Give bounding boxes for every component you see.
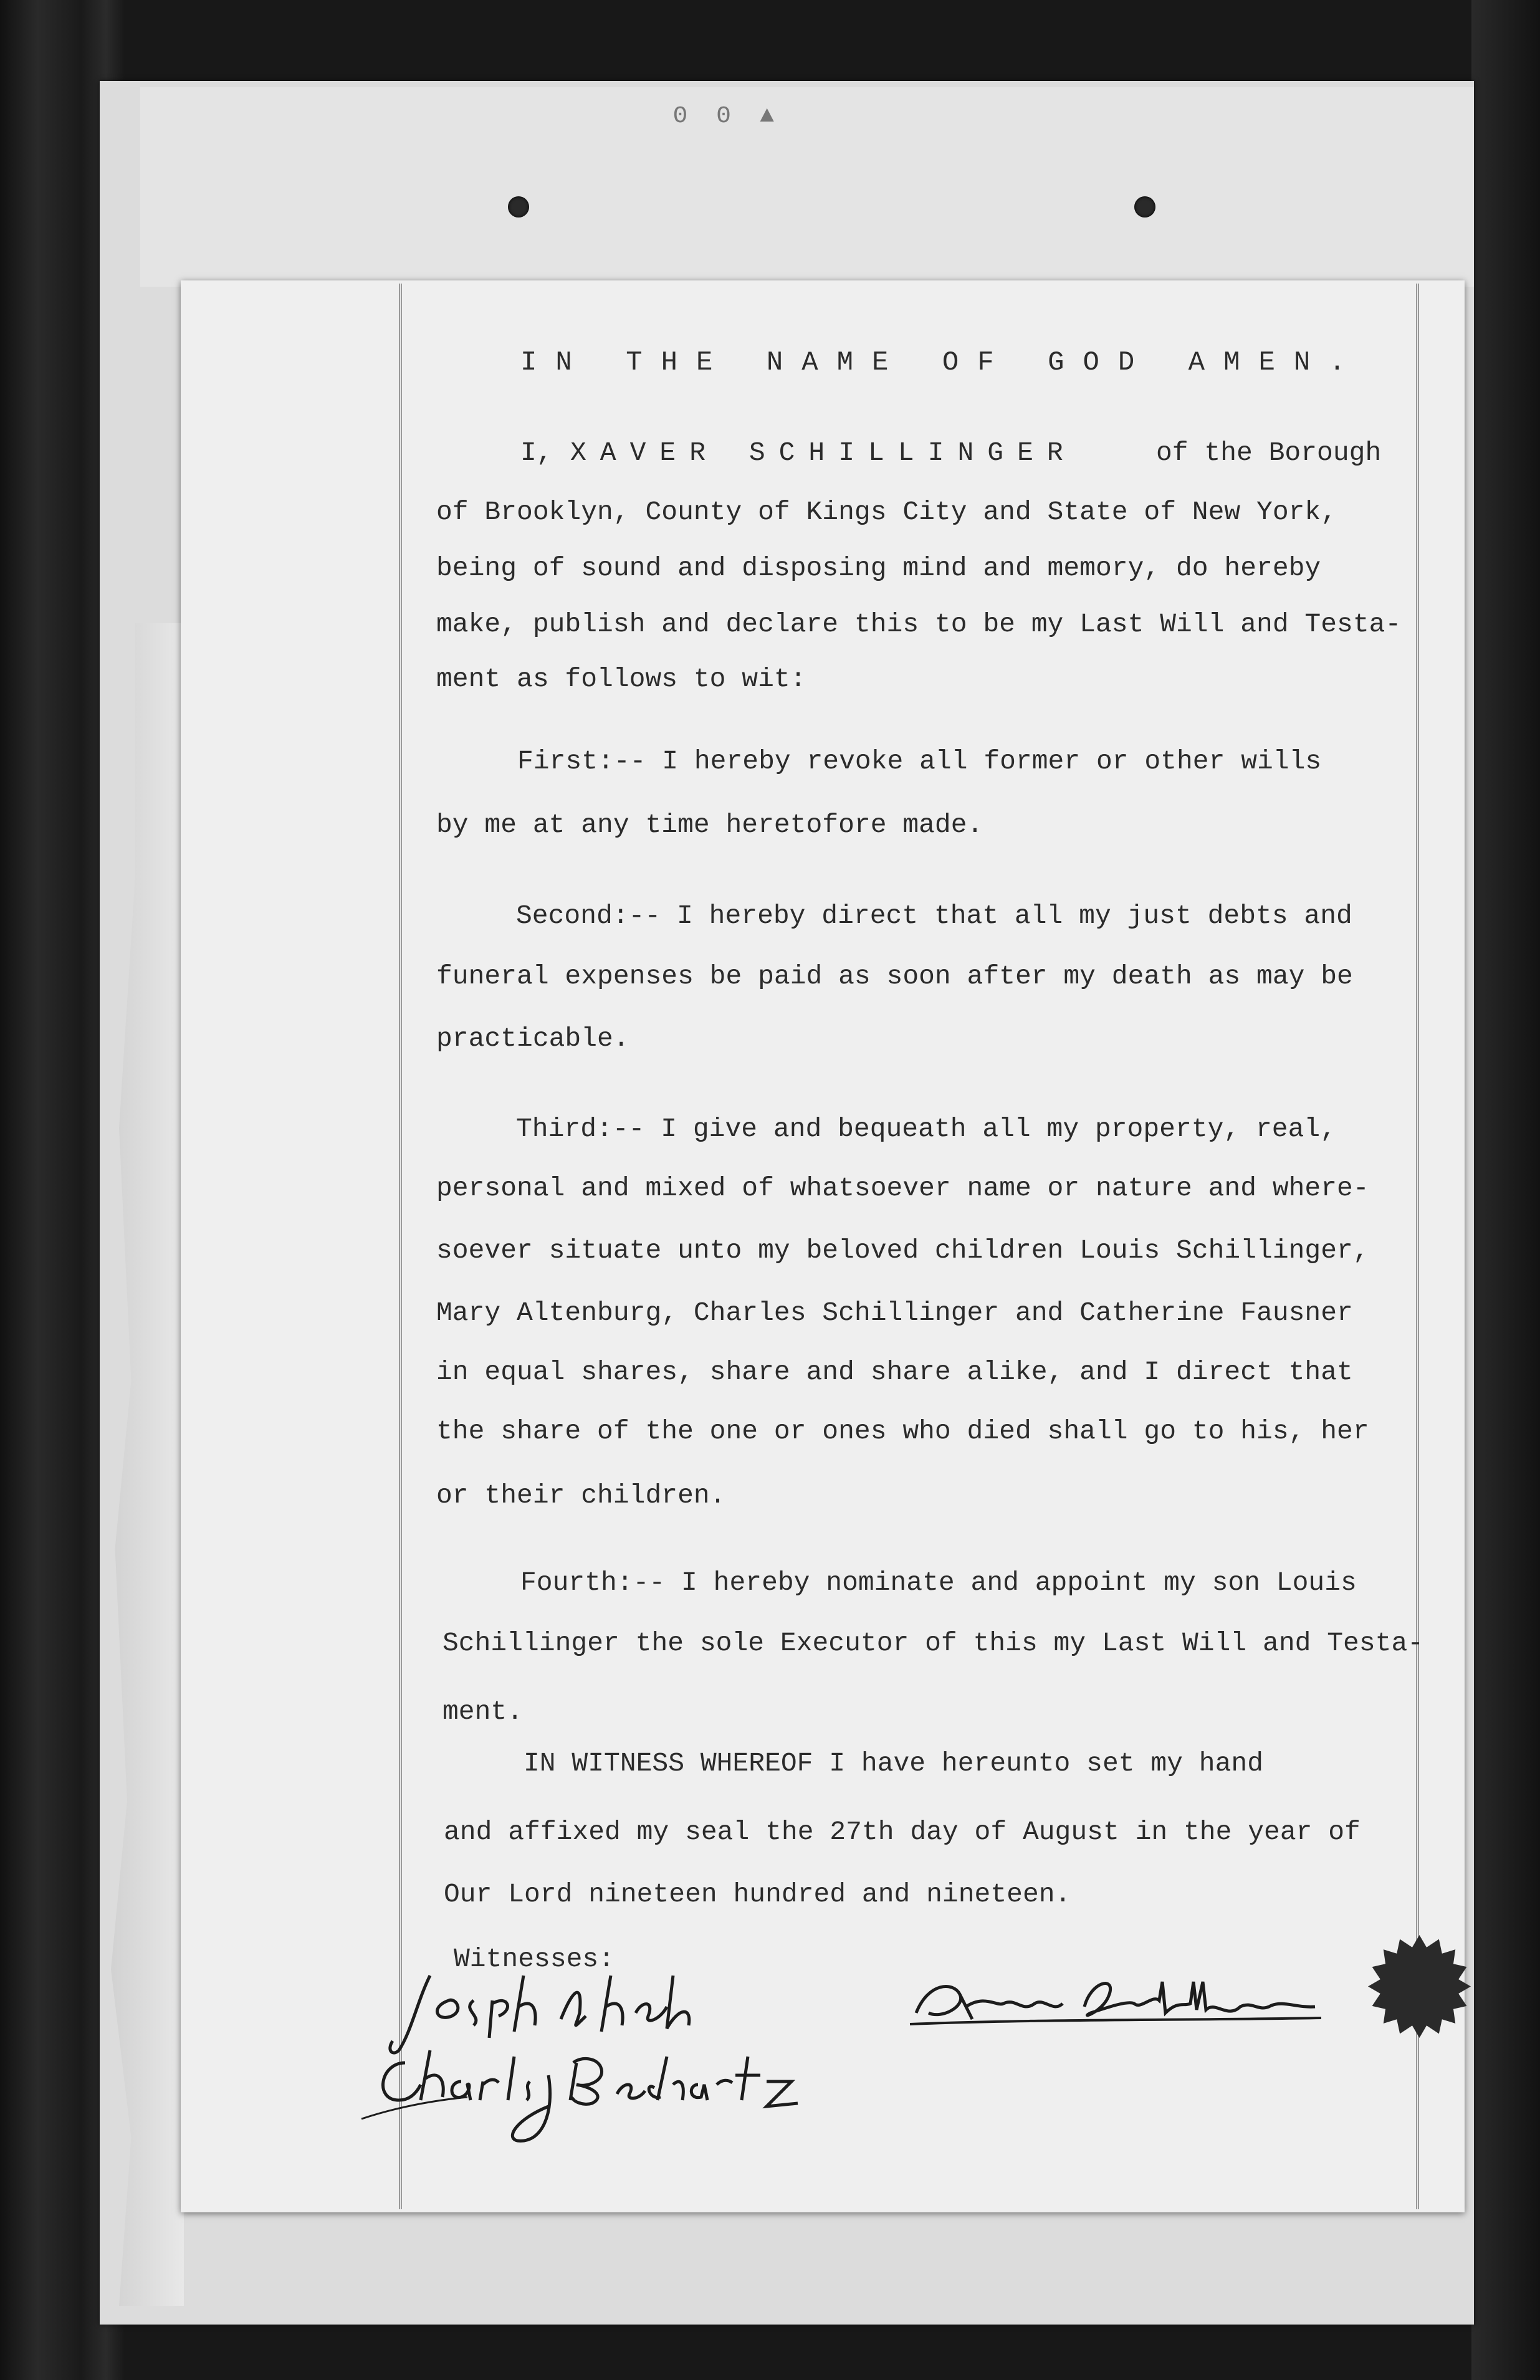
witness-clause-line2: and affixed my seal the 27th day of August in the year of xyxy=(444,1817,1361,1847)
document-heading: IN THE NAME OF GOD AMEN. xyxy=(520,347,1364,378)
opening-lead: I, xyxy=(520,437,553,468)
binder-edge xyxy=(1471,0,1540,2380)
opening-line5: ment as follows to wit: xyxy=(436,664,806,694)
fourth-clause-line3: ment. xyxy=(442,1696,524,1727)
second-clause-line2: funeral expenses be paid as soon after my death as may be xyxy=(436,961,1353,992)
opening-line4: make, publish and declare this to be my Last Will and Testa- xyxy=(436,609,1402,639)
opening-line2: of Brooklyn, County of Kings City and State of New York, xyxy=(436,497,1337,527)
witness-clause-line3: Our Lord nineteen hundred and nineteen. xyxy=(444,1879,1071,1909)
testator-name: XAVER SCHILLINGER xyxy=(570,437,1077,468)
third-clause-line7: or their children. xyxy=(436,1480,726,1511)
third-clause-line5: in equal shares, share and share alike, and I direct that xyxy=(436,1357,1353,1387)
first-clause-line1: First:-- I hereby revoke all former or other wills xyxy=(517,746,1322,777)
fourth-clause-line2: Schillinger the sole Executor of this my Last Will and Testa- xyxy=(442,1628,1424,1658)
left-margin-rule xyxy=(399,284,402,2209)
first-clause-line2: by me at any time heretofore made. xyxy=(436,810,983,840)
third-clause-line6: the share of the one or ones who died shall go to his, her xyxy=(436,1416,1369,1446)
opening-line1-rest: of the Borough xyxy=(1156,437,1382,468)
second-clause-line1: Second:-- I hereby direct that all my just debts and xyxy=(516,901,1352,931)
witness2-signature xyxy=(361,2038,823,2150)
third-clause-line1: Third:-- I give and bequeath all my property, real, xyxy=(516,1114,1337,1144)
punch-hole-left xyxy=(508,196,529,217)
punch-hole-right xyxy=(1134,196,1155,217)
testator-signature xyxy=(904,1969,1327,2038)
strip-marks: ʘ ʘ ▲ xyxy=(673,103,782,130)
witness-clause-line1: IN WITNESS WHEREOF I have hereunto set my hand xyxy=(524,1748,1263,1779)
third-clause-line4: Mary Altenburg, Charles Schillinger and Catherine Fausner xyxy=(436,1298,1353,1328)
right-margin-rule xyxy=(1416,284,1419,2209)
fourth-clause-line1: Fourth:-- I hereby nominate and appoint my son Louis xyxy=(520,1567,1357,1598)
third-clause-line3: soever situate unto my beloved children Louis Schillinger, xyxy=(436,1235,1369,1266)
opening-line3: being of sound and disposing mind and memory, do hereby xyxy=(436,553,1321,583)
witnesses-label: Witnesses: xyxy=(454,1944,615,1974)
second-clause-line3: practicable. xyxy=(436,1023,629,1054)
third-clause-line2: personal and mixed of whatsoever name or nature and where- xyxy=(436,1173,1369,1203)
